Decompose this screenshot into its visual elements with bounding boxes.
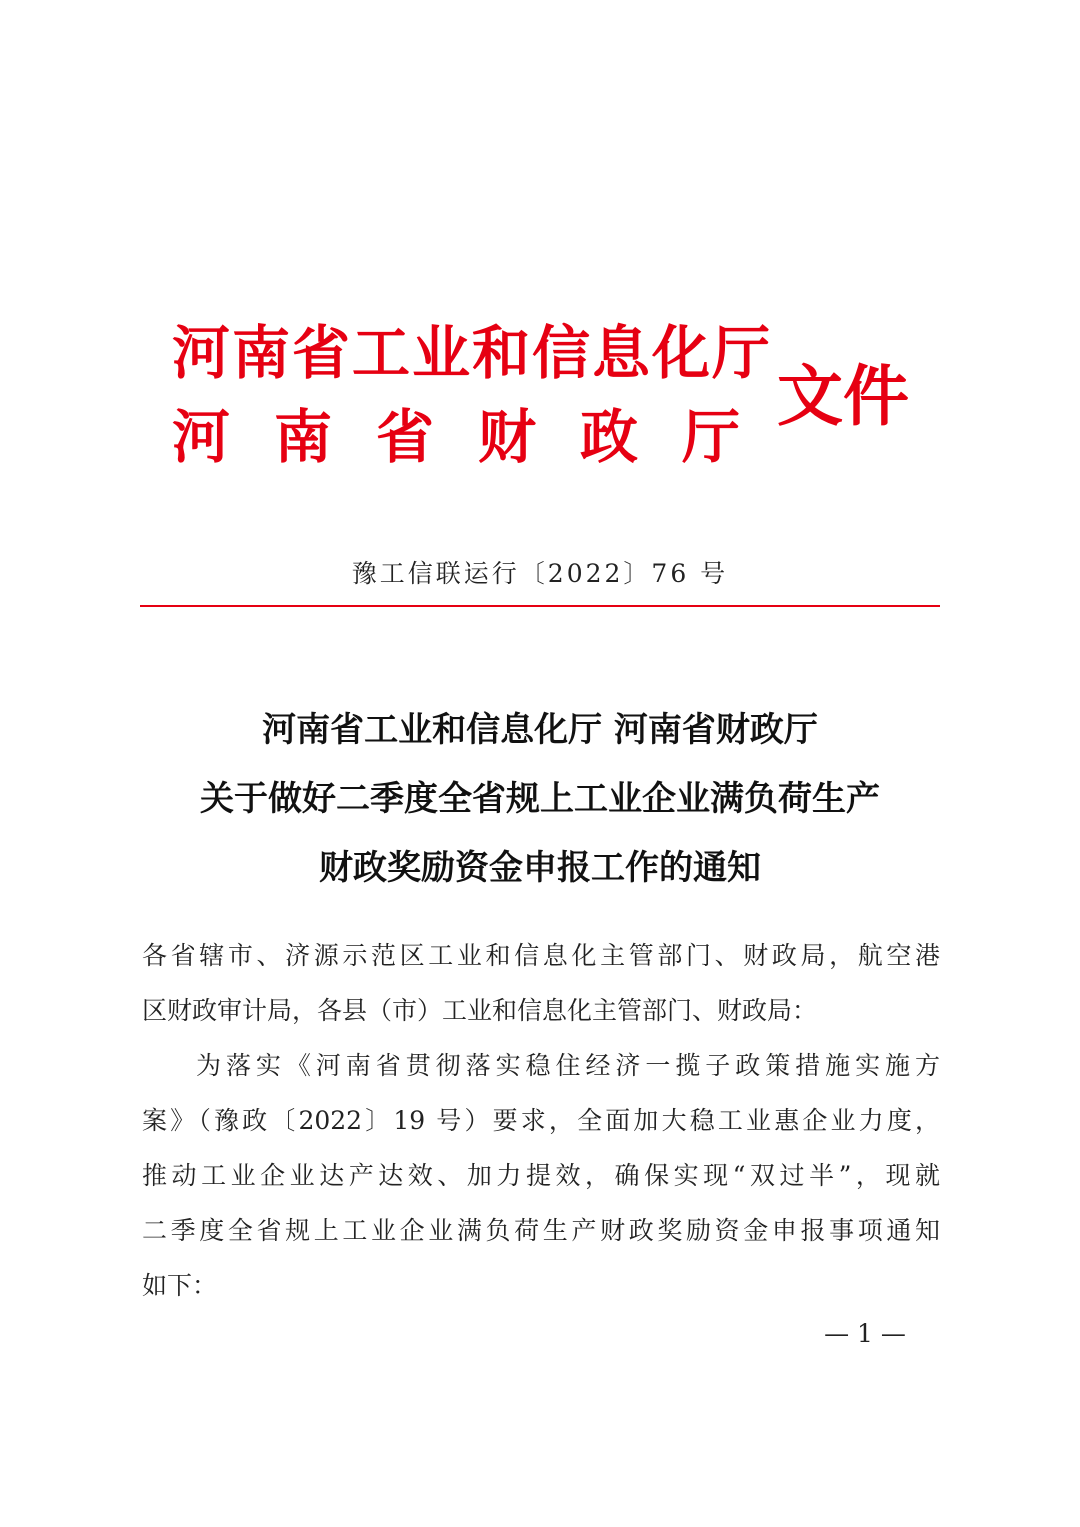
body-line-4: 案》（豫政〔2022〕19 号）要求，全面加大稳工业惠企业力度， [142,1106,940,1135]
body-line-1: 各省辖市、济源示范区工业和信息化主管部门、财政局，航空港 [142,941,940,970]
body-line-3: 为落实《河南省贯彻落实稳住经济一揽子政策措施实施方 [196,1051,940,1080]
title-line-1: 河南省工业和信息化厅 河南省财政厅 [262,710,818,750]
body-line-5: 推动工业企业达产达效、加力提效，确保实现“双过半”，现就 [142,1161,940,1190]
title-line-2: 关于做好二季度全省规上工业企业满负荷生产 [200,779,880,819]
header-doc-word: 文件 [777,357,909,435]
body-line-7: 如下： [142,1271,218,1300]
red-separator-line [140,605,940,607]
body-line-2: 区财政审计局，各县（市）工业和信息化主管部门、财政局： [142,996,818,1025]
title-line-3: 财政奖励资金申报工作的通知 [319,848,761,888]
page-number: — 1 — [824,1319,906,1348]
header-org-line-2: 河南省财政厅 [172,403,785,471]
document-number: 豫工信联运行〔2022〕76 号 [351,559,729,588]
body-line-6: 二季度全省规上工业企业满负荷生产财政奖励资金申报事项通知 [142,1216,940,1245]
header-org-line-1: 河南省工业和信息化厅 [172,319,773,387]
document-header [172,318,932,478]
